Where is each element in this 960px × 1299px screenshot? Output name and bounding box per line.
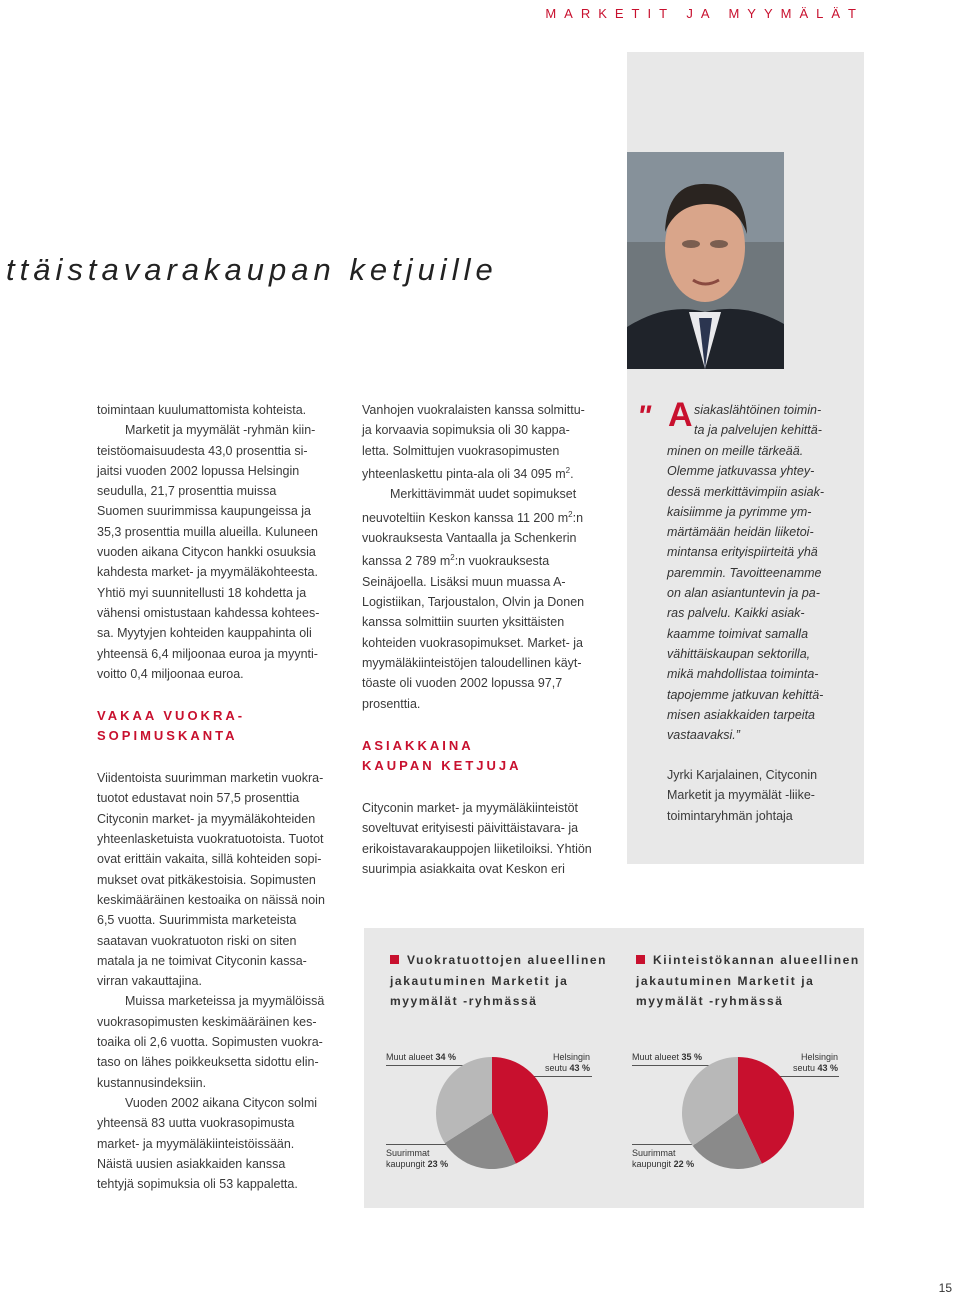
chart-2-title <box>636 950 861 1012</box>
text-line: mintansa erityispiirteitä yhä <box>667 545 818 560</box>
text-line: teistöomaisuudesta 43,0 prosenttia si- <box>97 443 308 458</box>
text-line: Cityconin market- ja myymäläkohteiden <box>97 811 316 826</box>
text-line: yhteensä 83 uutta vuokrasopimusta <box>97 1116 295 1131</box>
text-column-2 <box>362 400 612 879</box>
text-line: Marketit ja myymälät -liike- <box>667 788 815 803</box>
text-line: vastaavaksi.” <box>667 728 740 743</box>
text-line: Cityconin market- ja myymäläkiinteistöt <box>362 800 579 815</box>
pie-chart-1 <box>436 1057 548 1169</box>
label-text: kaupungit <box>386 1159 426 1169</box>
text-line: kanssa solmittiin suurten yksittäisten <box>362 615 565 630</box>
label-text: Helsingin <box>552 1052 590 1062</box>
text-line: 6,5 vuotta. Suurimmista marketeista <box>97 913 297 928</box>
text-line: vähensi omistustaan kahdessa kohtees- <box>97 605 320 620</box>
paragraph <box>97 400 337 420</box>
text-line <box>362 548 612 571</box>
text-line: mukset ovat pitkäkestoisia. Sopimusten <box>97 872 316 887</box>
heading-line: ASIAKKAINA <box>362 737 474 753</box>
chart-title-line: myymälät -ryhmässä <box>636 994 784 1008</box>
text-line: ovat erittäin vakaita, sillä kohteiden sopi- <box>97 852 322 867</box>
text-line: Muissa marketeissa ja myymälöissä <box>125 994 325 1009</box>
label-text: Helsingin <box>800 1052 838 1062</box>
text-line: Viidentoista suurimman marketin vuokra- <box>97 771 324 786</box>
quote-line: siakaslähtöinen toimin- <box>694 403 822 417</box>
quote-attribution <box>667 765 862 826</box>
paragraph <box>97 441 337 685</box>
paragraph <box>97 1012 337 1093</box>
text-line: saatavan vuokratuoton riski on siten <box>97 933 297 948</box>
bullet-square <box>636 955 645 964</box>
chart-title-line: myymälät -ryhmässä <box>390 994 538 1008</box>
chart-title-line: Vuokratuottojen alueellinen <box>407 953 608 967</box>
text-line: kaisiimme ja pyrimme ym- <box>667 504 812 519</box>
heading-line: VAKAA VUOKRA- <box>97 708 246 724</box>
text-span: :n vuokrauksesta <box>454 554 550 569</box>
text-line: myymäläkiinteistöjen taloudellinen käyt- <box>362 656 582 671</box>
page-number: 15 <box>938 1281 952 1295</box>
text-line: ja korvaavia sopimuksia oli 30 kappa- <box>362 423 570 438</box>
chart-1-title <box>390 950 625 1012</box>
superscript: 2 <box>450 553 455 563</box>
paragraph <box>97 991 337 1011</box>
label-value: 23 % <box>427 1159 449 1169</box>
heading-line: SOPIMUSKANTA <box>97 728 238 744</box>
label-text: Suurimmat <box>386 1148 430 1158</box>
text-line: dessä merkittävimpiin asiak- <box>667 484 824 499</box>
text-line: suurimpia asiakkaita ovat Keskon eri <box>362 861 565 876</box>
paragraph <box>362 572 612 714</box>
text-line: prosenttia. <box>362 696 421 711</box>
label-value: 35 % <box>681 1052 703 1062</box>
section-heading-vakaa <box>97 706 337 746</box>
text-line: Marketit ja myymälät -ryhmän kiin- <box>125 423 316 438</box>
text-line: ras palvelu. Kaikki asiak- <box>667 606 805 621</box>
text-line: voitto 0,4 miljoonaa euroa. <box>97 666 244 681</box>
paragraph <box>97 1113 337 1194</box>
text-line: on alan asiantuntevin ja pa- <box>667 586 820 601</box>
text-line: kustannusindeksiin. <box>97 1075 207 1090</box>
chart-title-line: Kiinteistökannan alueellinen <box>653 953 860 967</box>
quote-mark: " <box>637 400 652 433</box>
text-line <box>362 461 612 484</box>
text-line: toimintaan kuulumattomista kohteista. <box>97 403 307 417</box>
paragraph <box>362 798 612 879</box>
pie-chart-2 <box>682 1057 794 1169</box>
bullet-square <box>390 955 399 964</box>
label-value: 43 % <box>569 1063 590 1073</box>
label-value: 34 % <box>435 1052 457 1062</box>
text-line: taso on lähes poikkeuksetta sidottu elin- <box>97 1055 319 1070</box>
text-line: Jyrki Karjalainen, Cityconin <box>667 768 818 782</box>
text-line: market- ja myymäläkiinteistöissään. <box>97 1136 295 1151</box>
text-line: Logistiikan, Tarjoustalon, Olvin ja Donen <box>362 595 585 610</box>
label-text: Suurimmat <box>632 1148 676 1158</box>
paragraph <box>362 400 612 461</box>
text-line: tapojemme jatkuvan kehittä- <box>667 687 824 702</box>
text-line: Vuoden 2002 aikana Citycon solmi <box>125 1095 318 1110</box>
text-column-1 <box>97 400 337 1194</box>
text-line: Olemme jatkuvassa yhtey- <box>667 464 815 479</box>
text-span: yhteenlaskettu pinta-ala oli 34 095 m <box>362 467 566 482</box>
text-line: Suomen suurimmissa kaupungeissa ja <box>97 504 311 519</box>
text-span: kanssa 2 789 m <box>362 554 451 569</box>
page-title: ttäistavarakaupan ketjuille <box>6 252 498 287</box>
text-line: mikä mahdollistaa toiminta- <box>667 667 819 682</box>
text-line: kaamme toimivat samalla <box>667 626 809 641</box>
label-text: Muut alueet <box>632 1052 680 1062</box>
text-line: matala ja ne toimivat Cityconin kassa- <box>97 953 307 968</box>
quote-body <box>667 441 862 745</box>
paragraph <box>97 420 337 440</box>
heading-line: KAUPAN KETJUJA <box>362 757 522 773</box>
quote-first-lines <box>694 400 859 441</box>
text-line: märtämään heidän liiketoi- <box>667 525 814 540</box>
text-line: töaste oli vuoden 2002 lopussa 97,7 <box>362 676 563 691</box>
text-line: minen on meille tärkeää. <box>667 444 804 458</box>
text-line: Merkittävimmät uudet sopimukset <box>390 487 577 502</box>
label-text: seutu <box>544 1063 567 1073</box>
text-line: seudulla, 21,7 prosenttia muissa <box>97 484 277 499</box>
text-span: :n <box>572 510 584 525</box>
text-line: vuoden aikana Citycon hankki osuuksia <box>97 545 316 560</box>
label-text: kaupungit <box>632 1159 672 1169</box>
text-line: Seinäjoella. Lisäksi muun muassa A- <box>362 574 566 589</box>
text-line: letta. Solmittujen vuokrasopimusten <box>362 443 560 458</box>
text-line: kahdesta market- ja myymäläkohteesta. <box>97 565 318 580</box>
text-line: soveltuvat erityisesti päivittäistavara- ja <box>362 821 579 836</box>
text-line: vuokrauksesta Vantaalla ja Schenkerin <box>362 531 577 546</box>
text-line: 35,3 prosenttia muilla alueilla. Kuluneen <box>97 524 318 539</box>
text-line <box>362 505 612 528</box>
text-line: erikoistavarakauppojen liiketiloiksi. Yhtiön <box>362 841 592 856</box>
chart-title-line: jakautuminen Marketit ja <box>636 973 815 988</box>
text-line: Vanhojen vuokralaisten kanssa solmittu- <box>362 403 585 417</box>
text-line: keskimääräinen kestoaika on näissä noin <box>97 892 325 907</box>
text-line: jaitsi vuoden 2002 lopussa Helsingin <box>97 463 300 478</box>
superscript: 2 <box>568 509 573 519</box>
text-line: virran vakauttajina. <box>97 974 202 989</box>
text-line: vähittäiskaupan sektorilla, <box>667 646 811 661</box>
text-line: yhteensä 6,4 miljoonaa euroa ja myynti- <box>97 646 318 661</box>
paragraph <box>362 484 612 504</box>
portrait-photo <box>627 152 784 369</box>
label-text: seutu <box>792 1063 815 1073</box>
text-line: kohteiden vuokrasopimukset. Market- ja <box>362 635 583 650</box>
text-line: toaika oli 2,6 vuotta. Sopimusten vuokra- <box>97 1035 323 1050</box>
text-line: vuokrasopimusten keskimääräinen kes- <box>97 1014 317 1029</box>
paragraph <box>97 1093 337 1113</box>
text-line: yhteenlasketuista vuokratuotoista. Tuotot <box>97 832 324 847</box>
text-span: neuvoteltiin Keskon kanssa 11 200 m <box>362 510 569 525</box>
quote-line: ta ja palvelujen kehittä- <box>694 423 822 438</box>
text-line: sa. Myytyjen kohteiden kauppahinta oli <box>97 626 312 641</box>
label-value: 43 % <box>817 1063 838 1073</box>
quote-drop-cap: A <box>668 396 693 434</box>
text-line: paremmin. Tavoitteenamme <box>667 565 822 580</box>
text-line: tehtyjä sopimuksia oli 53 kappaletta. <box>97 1177 298 1192</box>
superscript: 2 <box>565 465 571 475</box>
text-line: Näistä uusien asiakkaiden kanssa <box>97 1156 286 1171</box>
label-value: 22 % <box>673 1159 695 1169</box>
label-text: Muut alueet <box>386 1052 434 1062</box>
text-line: misen asiakkaiden tarpeita <box>667 707 815 722</box>
chart-title-line: jakautuminen Marketit ja <box>390 973 569 988</box>
text-line: toimintaryhmän johtaja <box>667 808 793 823</box>
section-heading-asiakkaina <box>362 736 612 776</box>
section-header: MARKETIT JA MYYMÄLÄT <box>545 6 864 21</box>
text-line: tuotot edustavat noin 57,5 prosenttia <box>97 791 300 806</box>
text-span: . <box>570 467 574 482</box>
paragraph <box>97 768 337 991</box>
text-line: Yhtiö myi suunnitellusti 18 kohdetta ja <box>97 585 307 600</box>
